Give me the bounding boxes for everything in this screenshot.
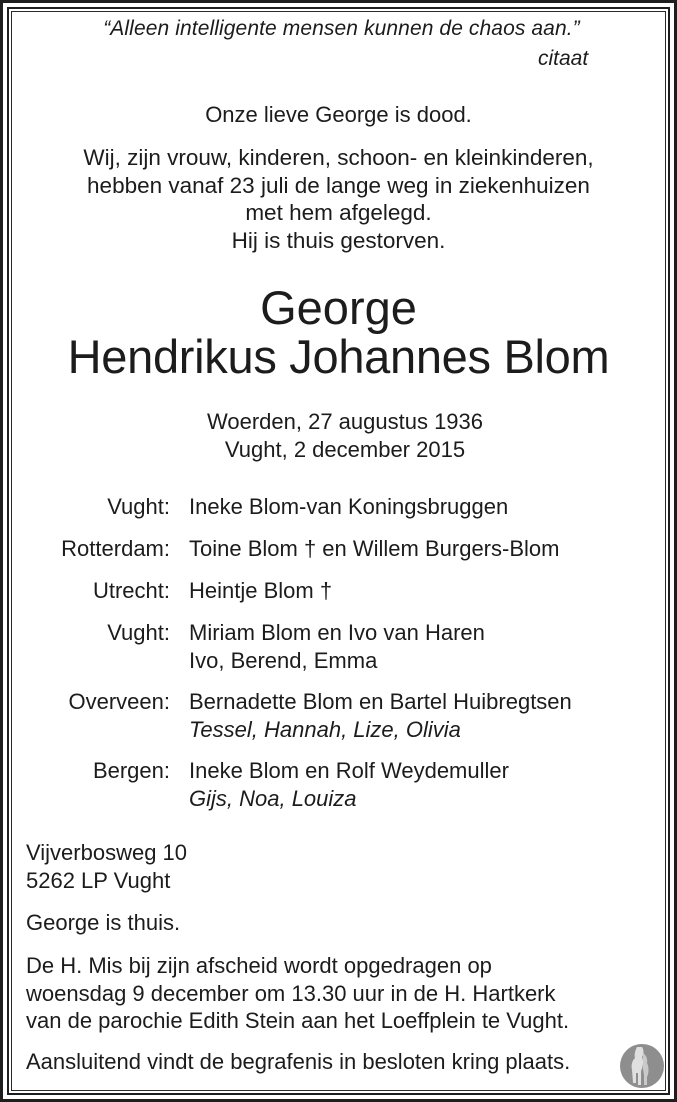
home-address <box>26 839 187 894</box>
family-names: Toine Blom † en Willem Burgers-Blom <box>189 536 560 561</box>
paragraph-line: hebben vanaf 23 juli de lange weg in ziekenhuizen <box>87 172 590 198</box>
address-street: Vijverbosweg 10 <box>26 840 188 865</box>
at-home-notice: George is thuis. <box>26 910 181 935</box>
opening-quote: “Alleen intelligente mensen kunnen de chaos aan.” <box>103 17 580 40</box>
address-city: 5262 LP Vught <box>26 867 171 893</box>
family-place: Overveen: <box>68 689 170 714</box>
service-line: woensdag 9 december om 13.30 uur in de H. Hartkerk <box>26 980 556 1006</box>
family-names: Miriam Blom en Ivo van Haren <box>189 620 485 645</box>
burial-notice: Aansluitend vindt de begrafenis in besloten kring plaats. <box>26 1049 571 1074</box>
deceased-first-name: George <box>260 281 417 334</box>
family-place: Vught: <box>107 620 170 645</box>
life-dates <box>0 408 677 464</box>
paragraph-line: met hem afgelegd. <box>245 200 432 226</box>
family-place: Utrecht: <box>92 578 170 603</box>
deceased-full-name: Hendrikus Johannes Blom <box>67 330 610 383</box>
family-names: Bernadette Blom en Bartel Huibregtsen <box>189 689 572 714</box>
paragraph-line: Hij is thuis gestorven. <box>231 227 446 253</box>
announcement-paragraph <box>0 144 677 254</box>
family-children: Gijs, Noa, Louiza <box>189 786 357 811</box>
family-children: Ivo, Berend, Emma <box>189 648 378 673</box>
paragraph-line: Wij, zijn vrouw, kinderen, schoon- en kleinkinderen, <box>83 145 594 170</box>
family-names: Ineke Blom en Rolf Weydemuller <box>189 758 509 783</box>
family-names: Ineke Blom-van Koningsbruggen <box>189 494 509 519</box>
quote-source: citaat <box>538 47 589 70</box>
family-names: Heintje Blom † <box>189 578 333 603</box>
service-line: De H. Mis bij zijn afscheid wordt opgedragen op <box>26 953 492 978</box>
family-place: Vught: <box>107 494 170 519</box>
birth-date: Woerden, 27 augustus 1936 <box>206 409 484 434</box>
family-children: Tessel, Hannah, Lize, Olivia <box>189 717 461 742</box>
family-place: Bergen: <box>92 758 170 783</box>
service-details <box>26 952 569 1035</box>
death-date: Vught, 2 december 2015 <box>224 437 466 462</box>
intro-line: Onze lieve George is dood. <box>205 102 472 127</box>
service-line: van de parochie Edith Stein aan het Loeffplein te Vught. <box>26 1008 570 1034</box>
memorial-logo-icon <box>619 1043 665 1089</box>
family-place: Rotterdam: <box>61 536 170 561</box>
